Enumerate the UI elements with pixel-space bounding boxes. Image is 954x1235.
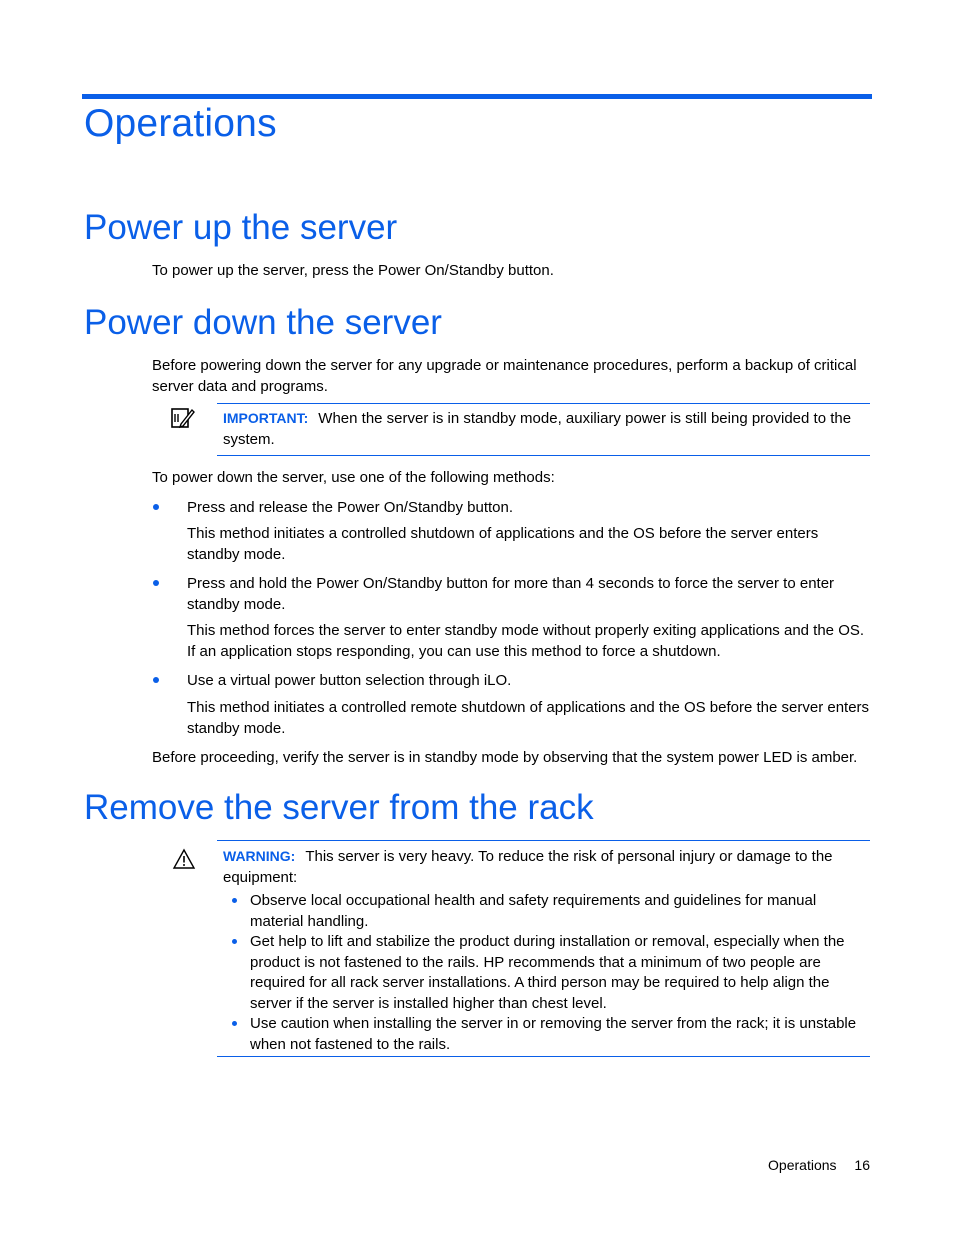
warning-list — [223, 891, 866, 1055]
bullet-icon — [232, 939, 237, 944]
power-up-body: To power up the server, press the Power On/Standby button. — [152, 262, 554, 279]
bullet-icon — [153, 580, 159, 586]
list-item — [152, 670, 870, 691]
footer-section: Operations — [768, 1157, 837, 1173]
chapter-rule — [82, 94, 872, 99]
important-note — [217, 403, 870, 456]
page-number: 16 — [854, 1157, 870, 1173]
methods-intro: To power down the server, use one of the following methods: — [152, 469, 555, 486]
method-text: Press and release the Power On/Standby button. — [187, 499, 514, 516]
heading-power-down: Power down the server — [84, 303, 442, 342]
heading-power-up: Power up the server — [84, 208, 398, 247]
verify-text: Before proceeding, verify the server is in standby mode by observing that the system power LED is amber. — [152, 749, 858, 766]
list-item — [223, 932, 864, 1014]
list-item — [152, 497, 870, 518]
warning-item-text: Get help to lift and stabilize the product during installation or removal, especially when the product is not fastened to the rails. HP recommends that a minimum of two people are required for all rack server installations. A third person may be required to help align the server if the server is installed higher than chest level. — [250, 933, 845, 1012]
method-text: Use a virtual power button selection through iLO. — [187, 672, 512, 689]
method-detail: This method initiates a controlled remote shutdown of applications and the OS before the server enters standby mode. — [187, 699, 870, 737]
warning-text: This server is very heavy. To reduce the risk of personal injury or damage to the equipment: — [223, 848, 833, 886]
important-text: When the server is in standby mode, auxiliary power is still being provided to the system. — [223, 410, 852, 448]
heading-remove: Remove the server from the rack — [84, 788, 594, 827]
warning-label: WARNING: — [223, 848, 296, 864]
bullet-icon — [232, 898, 237, 903]
list-item — [223, 891, 864, 932]
warning-item-text: Observe local occupational health and safety requirements and guidelines for manual material handling. — [250, 892, 817, 930]
list-item — [152, 573, 870, 615]
warning-note — [217, 840, 870, 1057]
method-text: Press and hold the Power On/Standby button for more than 4 seconds to force the server to enter standby mode. — [187, 575, 835, 613]
bullet-icon — [153, 504, 159, 510]
list-item — [223, 1014, 864, 1055]
bullet-icon — [153, 677, 159, 683]
important-note-icon — [170, 406, 196, 435]
warning-triangle-icon — [172, 848, 196, 875]
power-down-intro: Before powering down the server for any upgrade or maintenance procedures, perform a backup of critical server data and programs. — [152, 357, 857, 395]
method-detail: This method initiates a controlled shutdown of applications and the OS before the server enters standby mode. — [187, 525, 819, 563]
page-footer — [768, 1157, 870, 1173]
method-detail: This method forces the server to enter standby mode without properly exiting applications and the OS. If an application stops responding, you can use this method to force a shutdown. — [187, 622, 865, 660]
warning-item-text: Use caution when installing the server in or removing the server from the rack; it is unstable when not fastened to the rails. — [250, 1015, 857, 1053]
bullet-icon — [232, 1021, 237, 1026]
important-label: IMPORTANT: — [223, 410, 309, 426]
chapter-title: Operations — [84, 102, 277, 145]
